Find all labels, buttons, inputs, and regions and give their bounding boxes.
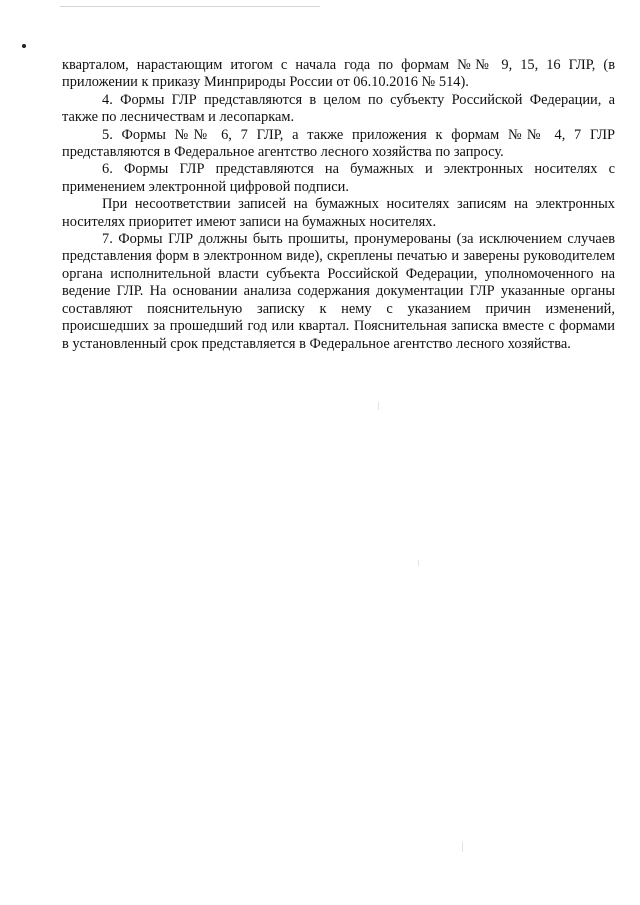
document-body	[62, 57, 615, 353]
paragraph-item-4: 4. Формы ГЛР представляются в целом по субъекту Российской Федерации, а также по лесничествам и лесопаркам.	[62, 91, 615, 126]
paragraph-item-5: 5. Формы №№ 6, 7 ГЛР, а также приложения к формам №№ 4, 7 ГЛР представляются в Федеральное агентство лесного хозяйства по запросу.	[62, 126, 615, 161]
paragraph-continuation: кварталом, нарастающим итогом с начала года по формам №№ 9, 15, 16 ГЛР, (в приложении к приказу Минприроды России от 06.10.2016 № 514).	[62, 57, 615, 91]
scan-speck	[418, 560, 419, 566]
scan-artifact-dot	[22, 44, 26, 48]
paragraph-item-7: 7. Формы ГЛР должны быть прошиты, пронумерованы (за исключением случаев представления форм в электронном виде), скреплены печатью и заверены руководителем органа исполнительной власти субъекта Российской Федерации, уполномоченного на ведение ГЛР. На основании анализа содержания документации ГЛР указанные органы составляют пояснительную записку к нему с указанием причин изменений, происшедших за прошедший год или квартал. Пояснительная записка вместе с формами в установленный срок представляется в Федеральное агентство лесного хозяйства.	[62, 231, 615, 352]
paragraph-priority-note: При несоответствии записей на бумажных носителях записям на электронных носителях приоритет имеют записи на бумажных носителях.	[62, 196, 615, 230]
scan-speck	[378, 402, 379, 410]
scan-artifact-line	[60, 6, 320, 7]
paragraph-item-6: 6. Формы ГЛР представляются на бумажных и электронных носителях с применением электронной цифровой подписи.	[62, 161, 615, 195]
scan-speck	[462, 842, 463, 852]
